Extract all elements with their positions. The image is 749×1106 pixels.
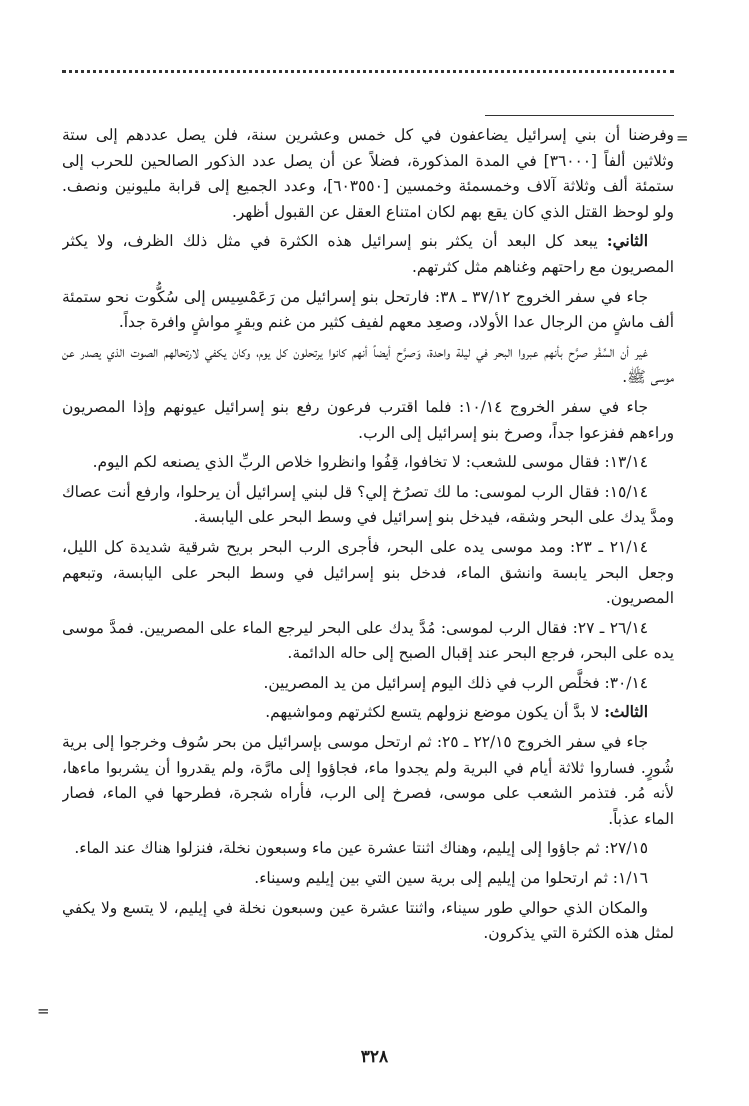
paragraph-body: جاء في سفر الخروج ٣٧/١٢ ـ ٣٨: فارتحل بنو إسرائيل من رَعَمْسِيس إلى سُكُّوت نحو ستمئة ألف ماشٍ من الرجال عدا الأولاد، وصعِد معهم لفيف كثير من غنم وبقرٍ مواشٍ وافرة جداً.: [62, 287, 674, 332]
paragraph: [62, 123, 674, 225]
paragraph-body: غير أن السِّفْر صرَّح بأنهم عبروا البحر في ليلة واحدة، وَصرَّح أيضاً أنهم كانوا يرتحلون كل يوم، وكان يكفي لارتحالهم الصوت الذي يصدر عن موسى ﷺ.: [62, 342, 674, 387]
paragraph: [62, 229, 674, 280]
paragraph-lead: الثالث:: [604, 703, 648, 722]
paragraph-body: ٣٠/١٤: فخلَّص الرب في ذلك اليوم إسرائيل من يد المصريين.: [263, 673, 648, 692]
paragraph: [62, 285, 674, 336]
paragraph-body: وفرضنا أن بني إسرائيل يضاعفون في كل خمس وعشرين سنة، فلن يصل عددهم إلى ستة وثلاثين ألفاً [٣٦٠٠٠] في المدة المذكورة، فضلاً عن أن يصل عدد الذكور الصالحين للحرب إلى ستمئة ألف وثلاثة آلاف وخمسمئة وخمسين [٦٠٣٥٥٠]، وعدد الجميع إلى قرابة مليونين ونصف. ولو لوحظ القتل الذي كان يقع بهم لكان امتناع العقل عن القبول أظهر.: [62, 126, 674, 221]
paragraph-body: ١٥/١٤: فقال الرب لموسى: ما لك تصرُخ إلي؟ قل لبني إسرائيل أن يرحلوا، وارفع أنت عصاك ومدَّ يدك على البحر وشقه، فيدخل بنو إسرائيل في وسط البحر على اليابسة.: [62, 482, 674, 527]
paragraph-lead: الثاني:: [606, 232, 648, 251]
page-number: ٣٢٨: [360, 1047, 389, 1067]
paragraph-body: ٢١/١٤ ـ ٢٣: ومد موسى يده على البحر، فأجرى الرب البحر بريح شرقية شديدة كل الليل، وجعل البحر يابسة وانشق الماء، فدخل بنو إسرائيل في وسط البحر على اليابسة، وتبعهم المصريون.: [62, 537, 674, 608]
continuation-marker: =: [676, 129, 689, 147]
paragraph: [62, 395, 674, 446]
paragraph-body: يبعد كل البعد أن يكثر بنو إسرائيل هذه الكثرة في مثل ذلك الظرف، ولا يكثر المصريون مع راحتهم وغناهم مثل كثرتهم.: [62, 232, 674, 276]
paragraph: [62, 671, 674, 697]
footnote-text: [62, 123, 674, 1023]
paragraph-body: والمكان الذي حوالي طور سيناء، واثنتا عشرة عين وسبعون نخلة في إيليم، لا يتسع ولا يكفي لمثل هذه الكثرة التي يذكرون.: [62, 898, 674, 943]
paragraph: [62, 340, 674, 391]
paragraph-body: لا بدَّ أن يكون موضع نزولهم يتسع لكثرتهم ومواشيهم.: [265, 703, 600, 722]
footnote-separator-rule: [485, 115, 674, 116]
paragraph-body: جاء في سفر الخروج ١٠/١٤: فلما اقترب فرعون رفع بنو إسرائيل عيونهم وإذا المصريون وراءهم ففزعوا جداً، وصرخ بنو إسرائيل إلى الرب.: [62, 397, 674, 442]
paragraph: [62, 450, 674, 476]
continues-marker: =: [37, 1002, 50, 1020]
paragraph: [62, 866, 674, 892]
paragraph: [62, 480, 674, 531]
paragraph: [62, 616, 674, 667]
paragraph-body: ١٣/١٤: فقال موسى للشعب: لا تخافوا، قِفُوا وانظروا خلاص الربِّ الذي يصنعه لكم اليوم.: [92, 453, 648, 472]
paragraph-body: ٢٦/١٤ ـ ٢٧: فقال الرب لموسى: مُدَّ يدك على البحر ليرجع الماء على المصريين. فمدَّ موسى يده على البحر، فرجع البحر عند إقبال الصبح إلى حاله الدائمة.: [62, 618, 674, 663]
header-dotted-rule: [62, 70, 674, 73]
paragraph-body: ٢٧/١٥: ثم جاؤوا إلى إيليم، وهناك اثنتا عشرة عين ماء وسبعون نخلة، فنزلوا هناك عند الماء.: [74, 839, 648, 858]
paragraph: [62, 896, 674, 947]
paragraph: [62, 535, 674, 612]
paragraph-body: ١/١٦: ثم ارتحلوا من إيليم إلى برية سين التي بين إيليم وسيناء.: [254, 869, 648, 888]
paragraph: [62, 836, 674, 862]
paragraph: [62, 730, 674, 832]
paragraph-body: جاء في سفر الخروج ٢٢/١٥ ـ ٢٥: ثم ارتحل موسى بإسرائيل من بحر سُوف وخرجوا إلى برية شُورٍ. فساروا ثلاثة أيام في البرية ولم يجدوا ماء، فجاؤوا إلى مارَّة، ولم يقدروا أن يشربوا ماءها، لأنه مُر. فتذمر الشعب على موسى، فصرخ إلى الرب، فأراه شجرة، فطرحها في الماء، فصار الماء عذباً.: [62, 733, 674, 828]
paragraph: [62, 700, 674, 726]
